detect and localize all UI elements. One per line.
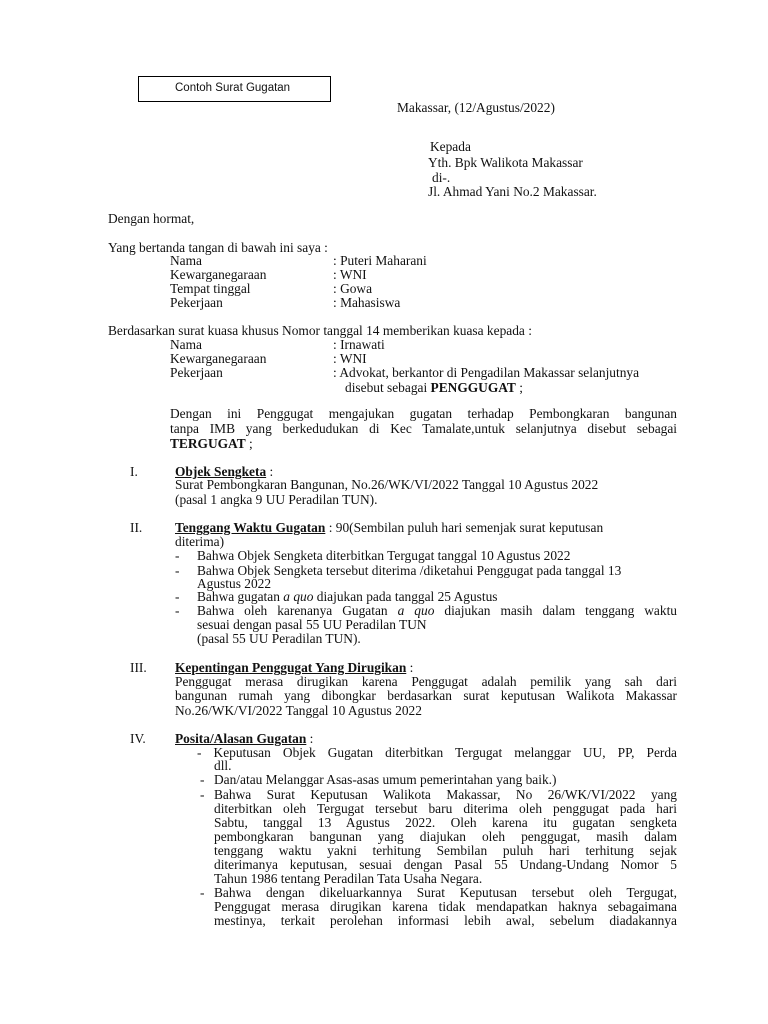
person2-value-occupation: : Advokat, berkantor di Pengadilan Makassar selanjutnya — [333, 365, 640, 380]
section-1-number: I. — [130, 464, 138, 479]
bullet-dash: - — [200, 885, 205, 900]
section-4-point-1: - Keputusan Objek Gugatan diterbitkan Tergugat melanggar UU, PP, Perda — [197, 745, 677, 760]
section-2-bullet-1: Bahwa Objek Sengketa diterbitkan Tergugat tanggal 10 Agustus 2022 — [197, 548, 571, 563]
penggugat-label: PENGGUGAT — [430, 380, 516, 395]
section-4-point-3-line-3: Sabtu, tanggal 13 Agustus 2022. Oleh karena itu gugatan sengketa — [214, 815, 677, 830]
bullet-3-text-a: Bahwa gugatan — [197, 589, 284, 604]
bullet-dash: - — [175, 603, 180, 618]
para1-line-1: Dengan ini Penggugat mengajukan gugatan terhadap Pembongkaran bangunan — [170, 406, 677, 421]
section-2-bullet-4 — [197, 603, 677, 618]
section-1-line-1: Surat Pembongkaran Bangunan, No.26/WK/VI/2022 Tanggal 10 Agustus 2022 — [175, 477, 599, 492]
section-4-point-3-line-1: Bahwa Surat Keputusan Walikota Makassar, No 26/WK/VI/2022 yang — [214, 787, 677, 802]
section-2-heading-text: : 90(Sembilan puluh hari semenjak surat keputusan — [325, 520, 604, 535]
section-3-line-1: Penggugat merasa dirugikan karena Penggugat adalah pemilik yang sah dari — [175, 674, 677, 689]
person1-value-name: : Puteri Maharani — [333, 253, 427, 268]
section-2-heading — [175, 520, 603, 535]
section-1-colon: : — [266, 464, 274, 479]
section-3-number: III. — [130, 660, 147, 675]
recipient-line-2: Yth. Bpk Walikota Makassar — [428, 155, 583, 170]
section-4-point-4-line-3: mestinya, terkait perolehan informasi lebih awal, sebelum diadakannya — [214, 913, 677, 928]
tergugat-label: TERGUGAT — [170, 436, 246, 451]
section-2-bullet-2: Bahwa Objek Sengketa tersebut diterima /diketahui Penggugat pada tanggal 13 — [197, 563, 622, 578]
section-1-title: Objek Sengketa — [175, 464, 267, 479]
recipient-line-4: Jl. Ahmad Yani No.2 Makassar. — [428, 184, 597, 199]
person2-label-citizenship: Kewarganegaraan — [170, 351, 267, 366]
bullet-dash: - — [175, 589, 180, 604]
person1-label-occupation: Pekerjaan — [170, 295, 223, 310]
section-3-title: Kepentingan Penggugat Yang Dirugikan — [175, 660, 407, 675]
recipient-line-3: di-. — [432, 170, 451, 185]
bullet-dash: - — [175, 548, 180, 563]
section-2-line-2: diterima) — [175, 534, 225, 549]
section-2-bullet-4-cont-2: (pasal 55 UU Peradilan TUN). — [197, 631, 361, 646]
section-2-number: II. — [130, 520, 143, 535]
section-3-line-2: bangunan rumah yang dibongkar berdasarkan surat keputusan Walikota Makassar — [175, 688, 677, 703]
bullet-4-text-c: diajukan masih dalam tenggang waktu — [434, 603, 677, 618]
person2-value-citizenship: : WNI — [333, 351, 367, 366]
person2-designation — [345, 380, 523, 395]
person1-value-occupation: : Mahasiswa — [333, 295, 401, 310]
place-date: Makassar, (12/Agustus/2022) — [397, 100, 555, 115]
document-title-box — [138, 76, 331, 102]
bullet-dash: - — [200, 772, 205, 787]
person2-value-name: : Irnawati — [333, 337, 385, 352]
section-4-point-3-line-2: diterbitkan oleh Tergugat tersebut baru diterima oleh penggugat pada hari — [214, 801, 677, 816]
section-3-line-3: No.26/WK/VI/2022 Tanggal 10 Agustus 2022 — [175, 703, 422, 718]
section-1-line-2: (pasal 1 angka 9 UU Peradilan TUN). — [175, 492, 378, 507]
person1-label-name: Nama — [170, 253, 202, 268]
recipient-line-1: Kepada — [430, 139, 471, 154]
section-4-heading — [175, 731, 313, 746]
bullet-dash: - — [175, 563, 180, 578]
person2-label-occupation: Pekerjaan — [170, 365, 223, 380]
person1-label-residence: Tempat tinggal — [170, 281, 251, 296]
kuasa-intro: Berdasarkan surat kuasa khusus Nomor tanggal 14 memberikan kuasa kepada : — [108, 323, 532, 338]
person2-label-name: Nama — [170, 337, 202, 352]
para1-line-2: tanpa IMB yang berkedudukan di Kec Tamalate,untuk selanjutnya disebut sebagai — [170, 421, 677, 436]
intro-line: Yang bertanda tangan di bawah ini saya : — [108, 240, 328, 255]
para1-line-3 — [170, 436, 253, 451]
person1-value-citizenship: : WNI — [333, 267, 367, 282]
section-3-colon: : — [406, 660, 414, 675]
section-4-colon: : — [306, 731, 314, 746]
person1-label-citizenship: Kewarganegaraan — [170, 267, 267, 282]
para1-line-3-end: ; — [245, 436, 253, 451]
section-2-bullet-2-cont: Agustus 2022 — [197, 576, 272, 591]
section-2-bullet-4-cont-1: sesuai dengan pasal 55 UU Peradilan TUN — [197, 617, 427, 632]
section-3-heading — [175, 660, 413, 675]
section-4-point-3-line-5: tenggang waktu yakni terhitung Sembilan puluh hari terhitung sejak — [214, 843, 677, 858]
bullet-3-text-italic: a quo — [283, 589, 314, 604]
person2-designation-text: disebut sebagai — [345, 380, 431, 395]
section-4-point-3-line-4: pembongkaran bangunan yang diajukan oleh penggugat, masih dalam — [214, 829, 677, 844]
bullet-4-text-italic: a quo — [397, 603, 435, 618]
section-4-point-4-line-1: Bahwa dengan dikeluarkannya Surat Keputusan tersebut oleh Tergugat, — [214, 885, 677, 900]
person2-designation-end: ; — [515, 380, 523, 395]
section-4-title: Posita/Alasan Gugatan — [175, 731, 307, 746]
section-2-title: Tenggang Waktu Gugatan — [175, 520, 326, 535]
bullet-4-text-a: Bahwa oleh karenanya Gugatan — [197, 603, 398, 618]
section-4-point-3-line-6: diterimanya keputusan, sesuai dengan Pasal 55 Undang-Undang Nomor 5 — [214, 857, 677, 872]
document-title: Contoh Surat Gugatan — [175, 82, 291, 94]
section-4-number: IV. — [130, 731, 146, 746]
person1-value-residence: : Gowa — [333, 281, 373, 296]
bullet-dash: - — [200, 787, 205, 802]
bullet-3-text-c: diajukan pada tanggal 25 Agustus — [313, 589, 498, 604]
section-4-point-4-line-2: Penggugat merasa dirugikan karena tidak mendapatkan haknya sebagaimana — [214, 899, 677, 914]
section-4-point-3-line-7: Tahun 1986 tentang Peradilan Tata Usaha Negara. — [214, 871, 483, 886]
section-4-point-1-cont: dll. — [214, 758, 232, 773]
greeting: Dengan hormat, — [108, 211, 195, 226]
section-2-bullet-3 — [197, 589, 498, 604]
section-4-point-2: Dan/atau Melanggar Asas-asas umum pemerintahan yang baik.) — [214, 772, 557, 787]
